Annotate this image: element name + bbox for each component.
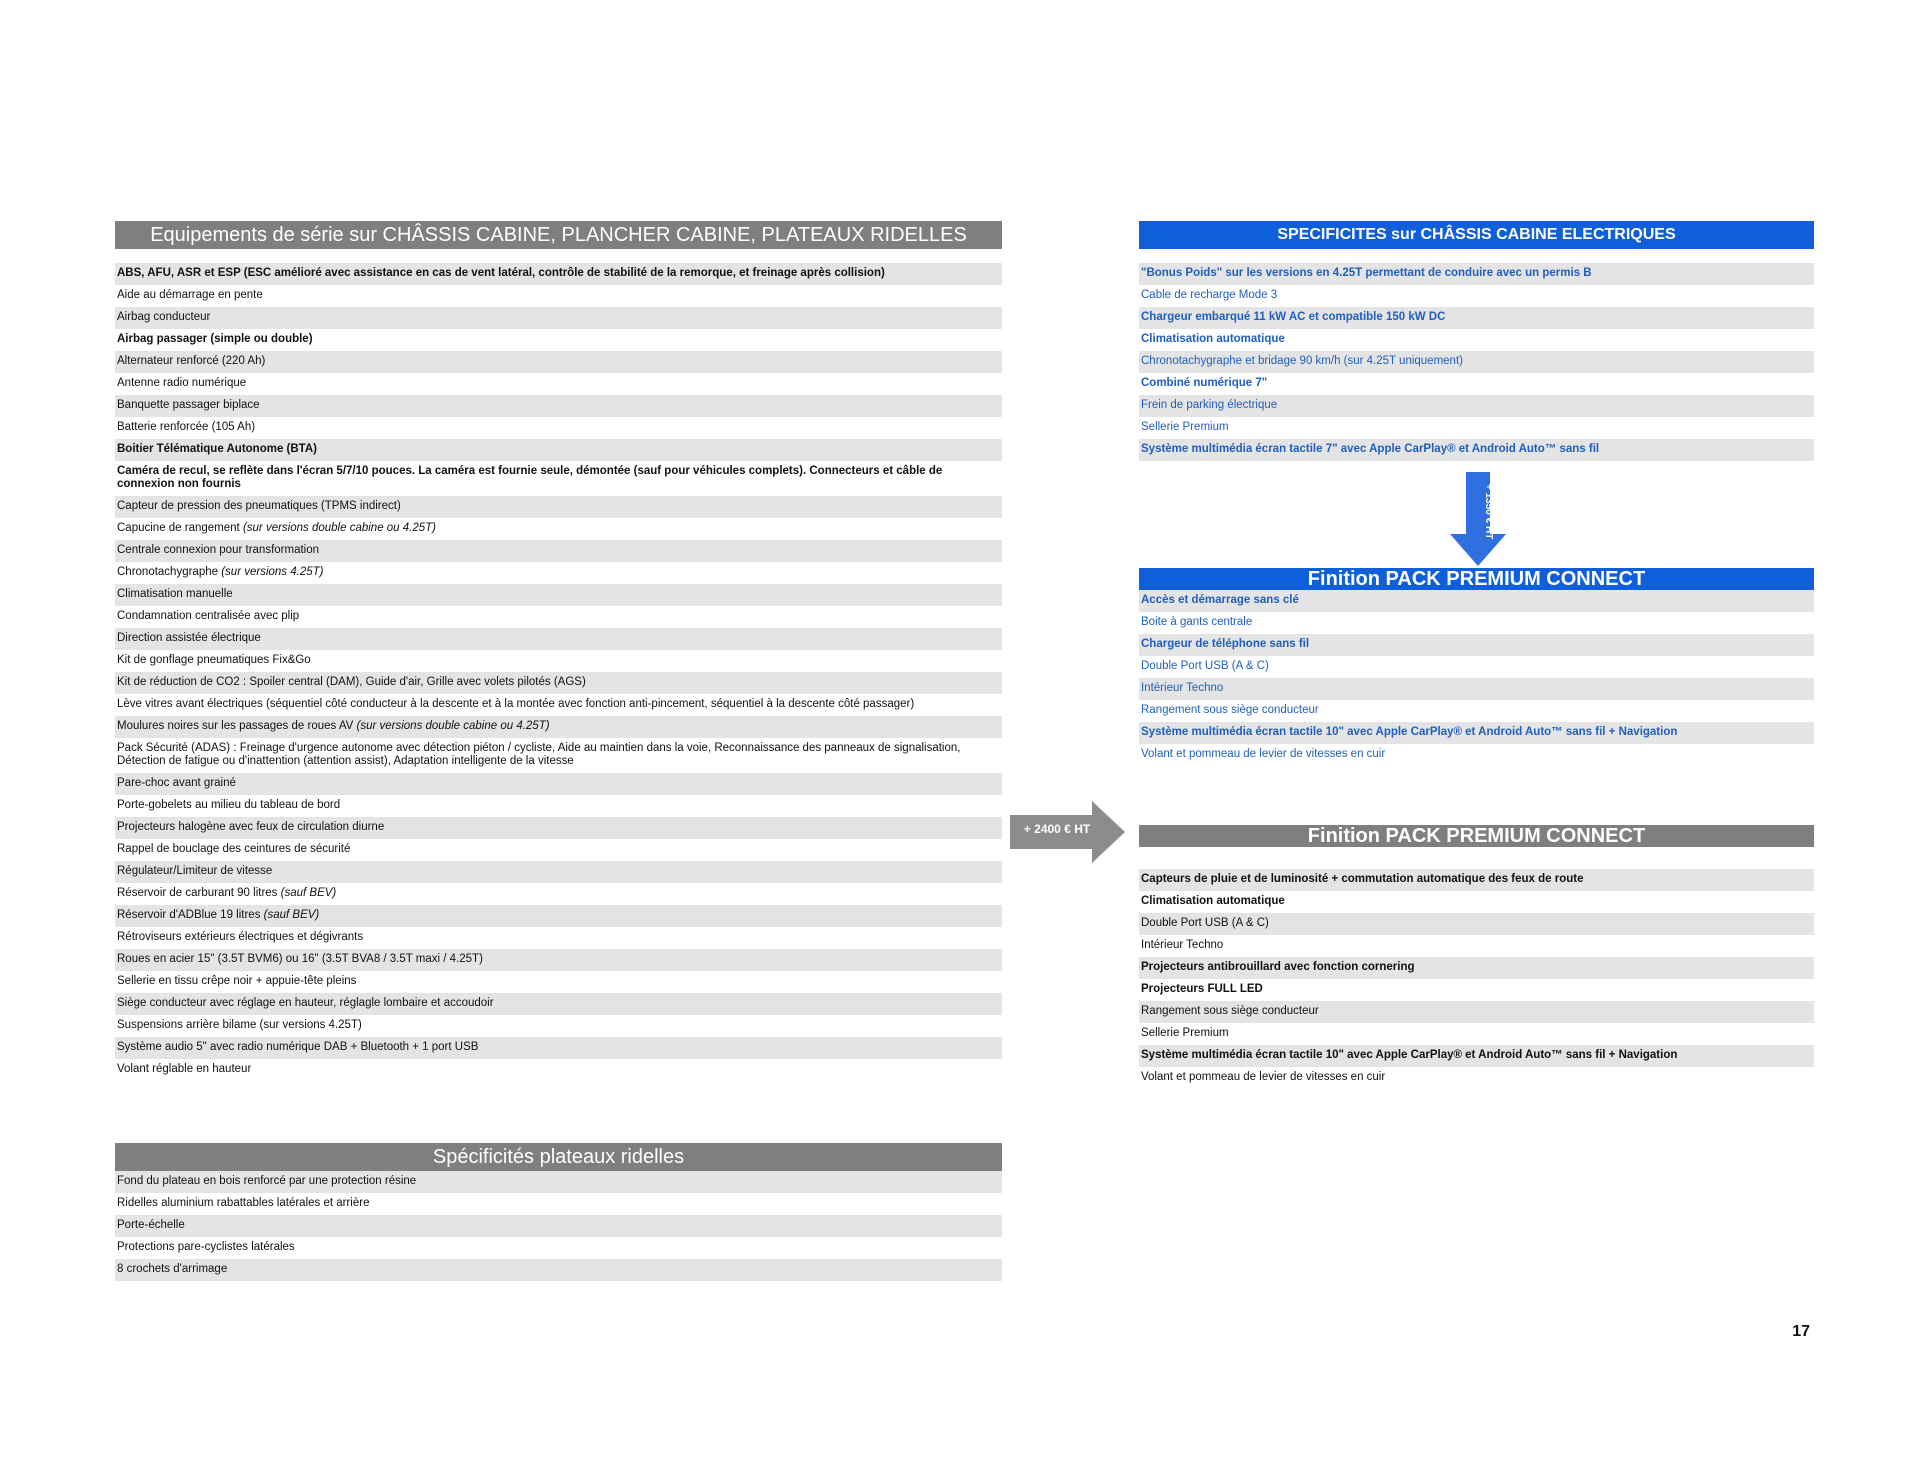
- plateaux-list: [115, 1171, 1002, 1281]
- item-text: Lève vitres avant électriques (séquentiel côté conducteur à la descente et à la montée avec fonction anti-pincement, séquentiel à la descente côté passager): [117, 698, 915, 710]
- list-item: [115, 562, 1002, 584]
- item-text: Chronotachygraphe et bridage 90 km/h (sur 4.25T uniquement): [1141, 355, 1463, 367]
- item-text: Cable de recharge Mode 3: [1141, 289, 1278, 301]
- list-item: [1139, 1001, 1814, 1023]
- item-note: (sur versions 4.25T): [221, 566, 324, 578]
- item-text: Kit de réduction de CO2 : Spoiler central (DAM), Guide d'air, Grille avec volets pilotés (AGS): [117, 676, 586, 688]
- arrow-right-price: + 2400 € HT: [1023, 822, 1091, 836]
- item-text: Système multimédia écran tactile 10" avec Apple CarPlay® et Android Auto™ sans fil + Navigation: [1141, 726, 1678, 738]
- premium-blue-section: [1139, 568, 1814, 766]
- item-text: Suspensions arrière bilame (sur versions 4.25T): [117, 1019, 362, 1031]
- item-text: Rappel de bouclage des ceintures de sécurité: [117, 843, 351, 855]
- item-text: Porte-échelle: [117, 1219, 185, 1231]
- list-item: [1139, 935, 1814, 957]
- list-item: [115, 496, 1002, 518]
- item-text: Antenne radio numérique: [117, 377, 247, 389]
- item-text: Projecteurs FULL LED: [1141, 983, 1263, 995]
- item-text: Alternateur renforcé (220 Ah): [117, 355, 266, 367]
- list-item: [115, 817, 1002, 839]
- list-item: [1139, 329, 1814, 351]
- electric-section: [1139, 221, 1814, 461]
- premium-gray-header: Finition PACK PREMIUM CONNECT: [1139, 825, 1814, 847]
- list-item: [1139, 913, 1814, 935]
- list-item: [115, 329, 1002, 351]
- item-text: Boitier Télématique Autonome (BTA): [117, 443, 317, 455]
- list-item: [115, 650, 1002, 672]
- item-text: Ridelles aluminium rabattables latérales et arrière: [117, 1197, 370, 1209]
- item-text: Climatisation automatique: [1141, 333, 1285, 345]
- item-text: Protections pare-cyclistes latérales: [117, 1241, 295, 1253]
- list-item: [115, 1237, 1002, 1259]
- item-text: Chargeur de téléphone sans fil: [1141, 638, 1310, 650]
- list-item: [115, 672, 1002, 694]
- page-number: 17: [1792, 1323, 1810, 1340]
- item-text: Centrale connexion pour transformation: [117, 544, 320, 556]
- list-item: [115, 795, 1002, 817]
- item-text: Airbag passager (simple ou double): [117, 333, 313, 345]
- item-text: Chargeur embarqué 11 kW AC et compatible 150 kW DC: [1141, 311, 1446, 323]
- item-text: Accès et démarrage sans clé: [1141, 594, 1299, 606]
- item-note: (sauf BEV): [263, 909, 320, 921]
- list-item: [1139, 957, 1814, 979]
- list-item: [115, 839, 1002, 861]
- list-item: [115, 773, 1002, 795]
- item-text: Porte-gobelets au milieu du tableau de bord: [117, 799, 341, 811]
- arrow-down-price: + 1350 € HT: [1483, 484, 1494, 540]
- item-text: Double Port USB (A & C): [1141, 660, 1269, 672]
- item-text: Volant et pommeau de levier de vitesses en cuir: [1141, 748, 1386, 760]
- item-text: 8 crochets d'arrimage: [117, 1263, 228, 1275]
- standard-equipment-header: Equipements de série sur CHÂSSIS CABINE, PLANCHER CABINE, PLATEAUX RIDELLES: [115, 221, 1002, 249]
- item-text: Capteur de pression des pneumatiques (TPMS indirect): [117, 500, 401, 512]
- item-text: Sellerie Premium: [1141, 421, 1229, 433]
- item-text: Sellerie Premium: [1141, 1027, 1229, 1039]
- item-text: Intérieur Techno: [1141, 939, 1224, 951]
- list-item: [115, 584, 1002, 606]
- list-item: [1139, 263, 1814, 285]
- item-text: Airbag conducteur: [117, 311, 211, 323]
- list-item: [115, 1259, 1002, 1281]
- item-text: Double Port USB (A & C): [1141, 917, 1269, 929]
- item-text: Régulateur/Limiteur de vitesse: [117, 865, 273, 877]
- list-item: [115, 927, 1002, 949]
- standard-equipment-section: [115, 221, 1002, 1081]
- item-text: Siège conducteur avec réglage en hauteur, réglagle lombaire et accoudoir: [117, 997, 494, 1009]
- list-item: [115, 716, 1002, 738]
- item-text: "Bonus Poids" sur les versions en 4.25T permettant de conduire avec un permis B: [1141, 267, 1592, 279]
- item-text: Pack Sécurité (ADAS) : Freinage d'urgence autonome avec détection piéton / cycliste, Aide au maintien dans la voie, Reconnaissance des panneaux de signalisation, Détection de fatigue ou d'inattention (attention assist), Adaptation intelligente de la vitesse: [117, 742, 961, 767]
- list-item: [1139, 744, 1814, 766]
- standard-equipment-list: [115, 263, 1002, 1081]
- list-item: [115, 993, 1002, 1015]
- list-item: [115, 971, 1002, 993]
- list-item: [1139, 979, 1814, 1001]
- list-item: [115, 694, 1002, 716]
- item-text: Projecteurs halogène avec feux de circulation diurne: [117, 821, 385, 833]
- item-text: Volant et pommeau de levier de vitesses en cuir: [1141, 1071, 1386, 1083]
- list-item: [1139, 656, 1814, 678]
- list-item: [115, 373, 1002, 395]
- item-text: Frein de parking électrique: [1141, 399, 1278, 411]
- item-text: Rétroviseurs extérieurs électriques et dégivrants: [117, 931, 364, 943]
- item-text: Projecteurs antibrouillard avec fonction cornering: [1141, 961, 1415, 973]
- item-text: Batterie renforcée (105 Ah): [117, 421, 256, 433]
- list-item: [115, 461, 1002, 496]
- list-item: [115, 905, 1002, 927]
- item-text: Moulures noires sur les passages de roues AV: [117, 720, 357, 732]
- list-item: [1139, 439, 1814, 461]
- item-text: Combiné numérique 7": [1141, 377, 1268, 389]
- item-text: ABS, AFU, ASR et ESP (ESC amélioré avec assistance en cas de vent latéral, contrôle de stabilité de la remorque, et freinage après collision): [117, 267, 885, 279]
- item-text: Chronotachygraphe: [117, 566, 222, 578]
- item-text: Aide au démarrage en pente: [117, 289, 263, 301]
- list-item: [115, 1037, 1002, 1059]
- list-item: [1139, 307, 1814, 329]
- list-item: [1139, 395, 1814, 417]
- plateaux-header: Spécificités plateaux ridelles: [115, 1143, 1002, 1171]
- item-text: Réservoir de carburant 90 litres: [117, 887, 281, 899]
- list-item: [1139, 285, 1814, 307]
- premium-blue-header: Finition PACK PREMIUM CONNECT: [1139, 568, 1814, 590]
- list-item: [115, 861, 1002, 883]
- item-text: Climatisation automatique: [1141, 895, 1285, 907]
- list-item: [1139, 891, 1814, 913]
- list-item: [1139, 351, 1814, 373]
- list-item: [115, 540, 1002, 562]
- list-item: [115, 1059, 1002, 1081]
- list-item: [1139, 634, 1814, 656]
- list-item: [1139, 590, 1814, 612]
- item-text: Fond du plateau en bois renforcé par une protection résine: [117, 1175, 417, 1187]
- list-item: [115, 395, 1002, 417]
- list-item: [1139, 417, 1814, 439]
- list-item: [1139, 722, 1814, 744]
- list-item: [115, 883, 1002, 905]
- list-item: [115, 949, 1002, 971]
- item-text: Intérieur Techno: [1141, 682, 1224, 694]
- electric-header: SPECIFICITES sur CHÂSSIS CABINE ELECTRIQUES: [1139, 221, 1814, 249]
- list-item: [115, 439, 1002, 461]
- item-text: Système audio 5" avec radio numérique DAB + Bluetooth + 1 port USB: [117, 1041, 479, 1053]
- item-text: Réservoir d'ADBlue 19 litres: [117, 909, 264, 921]
- list-item: [1139, 1067, 1814, 1089]
- item-text: Banquette passager biplace: [117, 399, 260, 411]
- list-item: [115, 351, 1002, 373]
- list-item: [1139, 612, 1814, 634]
- premium-blue-list: [1139, 590, 1814, 766]
- list-item: [115, 307, 1002, 329]
- list-item: [1139, 373, 1814, 395]
- item-note: (sur versions double cabine ou 4.25T): [242, 522, 437, 534]
- list-item: [115, 628, 1002, 650]
- list-item: [115, 417, 1002, 439]
- item-text: Climatisation manuelle: [117, 588, 233, 600]
- plateaux-section: [115, 1143, 1002, 1281]
- list-item: [115, 1215, 1002, 1237]
- item-text: Volant réglable en hauteur: [117, 1063, 252, 1075]
- premium-gray-section: [1139, 825, 1814, 1089]
- item-text: Caméra de recul, se reflète dans l'écran 5/7/10 pouces. La caméra est fournie seule, démontée (sauf pour véhicules complets). Connecteurs et câble de connexion non fournis: [117, 465, 943, 490]
- item-text: Capucine de rangement: [117, 522, 243, 534]
- item-text: Système multimédia écran tactile 10" avec Apple CarPlay® et Android Auto™ sans fil + Navigation: [1141, 1049, 1678, 1061]
- item-note: (sur versions double cabine ou 4.25T): [356, 720, 550, 732]
- list-item: [115, 606, 1002, 628]
- list-item: [115, 1193, 1002, 1215]
- list-item: [115, 263, 1002, 285]
- list-item: [115, 1015, 1002, 1037]
- item-text: Roues en acier 15" (3.5T BVM6) ou 16" (3.5T BVA8 / 3.5T maxi / 4.25T): [117, 953, 483, 965]
- item-text: Condamnation centralisée avec plip: [117, 610, 300, 622]
- list-item: [1139, 869, 1814, 891]
- item-text: Direction assistée électrique: [117, 632, 261, 644]
- item-text: Capteurs de pluie et de luminosité + commutation automatique des feux de route: [1141, 873, 1584, 885]
- list-item: [1139, 1045, 1814, 1067]
- list-item: [1139, 1023, 1814, 1045]
- list-item: [1139, 678, 1814, 700]
- item-text: Rangement sous siège conducteur: [1141, 1005, 1319, 1017]
- list-item: [1139, 700, 1814, 722]
- item-text: Kit de gonflage pneumatiques Fix&Go: [117, 654, 311, 666]
- item-note: (sauf BEV): [280, 887, 337, 899]
- item-text: Système multimédia écran tactile 7" avec Apple CarPlay® et Android Auto™ sans fil: [1141, 443, 1600, 455]
- premium-gray-list: [1139, 869, 1814, 1089]
- item-text: Sellerie en tissu crêpe noir + appuie-tête pleins: [117, 975, 357, 987]
- item-text: Pare-choc avant grainé: [117, 777, 236, 789]
- electric-list: [1139, 263, 1814, 461]
- item-text: Rangement sous siège conducteur: [1141, 704, 1319, 716]
- list-item: [115, 738, 1002, 773]
- list-item: [115, 518, 1002, 540]
- list-item: [115, 285, 1002, 307]
- list-item: [115, 1171, 1002, 1193]
- item-text: Boite à gants centrale: [1141, 616, 1253, 628]
